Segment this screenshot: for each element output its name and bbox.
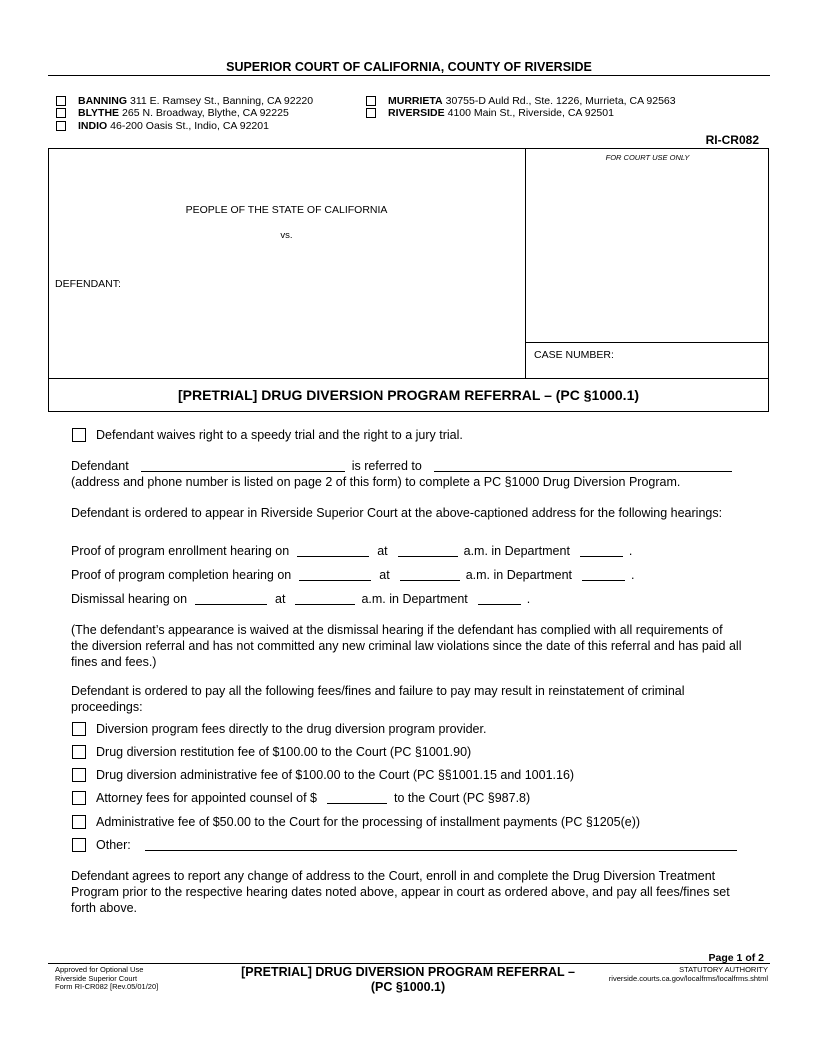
approved-text: Approved for Optional Use xyxy=(55,965,144,974)
location-address: 46-200 Oasis St., Indio, CA 92201 xyxy=(110,120,269,132)
completion-date-field[interactable] xyxy=(299,569,371,581)
at-label: at xyxy=(379,568,390,582)
fee-installment-checkbox[interactable] xyxy=(72,815,86,829)
location-name: BLYTHE xyxy=(78,107,120,119)
fee-admin-row[interactable] xyxy=(72,767,574,783)
location-murrieta[interactable] xyxy=(366,95,676,107)
form-title: [PRETRIAL] DRUG DIVERSION PROGRAM REFERRAL – (PC §1000.1) xyxy=(48,378,769,412)
banning-checkbox[interactable] xyxy=(56,96,66,106)
blythe-checkbox[interactable] xyxy=(56,108,66,118)
period: . xyxy=(628,544,633,558)
form-number: RI-CR082 xyxy=(705,133,759,147)
dismissal-hearing-row xyxy=(71,591,530,607)
header-divider xyxy=(48,75,770,76)
agreement-text: Defendant agrees to report any change of address to the Court, enroll in and complete the Drug Diversion Treatment Program prior to the respective hearing dates noted above, appear in court as ordered above, and pay all fees/fines set forth above. xyxy=(71,869,730,915)
fee-admin-checkbox[interactable] xyxy=(72,768,86,782)
waived-note: (The defendant’s appearance is waived at the dismissal hearing if the defendant has complied with all requirements of the diversion referral and has not committed any new criminal law violations since the date of this referral and has paid all fines and fees.) xyxy=(71,623,742,669)
fee-restitution-row[interactable] xyxy=(72,744,471,760)
location-name: RIVERSIDE xyxy=(388,107,445,119)
am-dept-label: a.m. in Department xyxy=(361,592,468,606)
dismissal-hearing-label: Dismissal hearing on xyxy=(71,592,188,606)
riverside-checkbox[interactable] xyxy=(366,108,376,118)
statutory-authority: STATUTORY AUTHORITY xyxy=(679,965,768,974)
program-name-field[interactable] xyxy=(434,460,732,472)
defendant-label: DEFENDANT: xyxy=(55,278,121,290)
fee-attorney-row[interactable] xyxy=(72,790,530,806)
address-note: (address and phone number is listed on page 2 of this form) to complete a PC §1000 Drug Diversion Program. xyxy=(71,475,681,489)
vs-label: vs. xyxy=(280,230,293,241)
fee-restitution-text: Drug diversion restitution fee of $100.00 to the Court (PC §1001.90) xyxy=(96,745,472,759)
dismissal-time-field[interactable] xyxy=(295,593,355,605)
footer-title-line1: [PRETRIAL] DRUG DIVERSION PROGRAM REFERRAL – xyxy=(241,965,575,979)
referred-to-text: is referred to xyxy=(351,459,422,473)
fee-restitution-checkbox[interactable] xyxy=(72,745,86,759)
court-use-area xyxy=(525,148,769,343)
location-name: MURRIETA xyxy=(388,95,443,107)
fee-attorney-checkbox[interactable] xyxy=(72,791,86,805)
footer-title-line2: (PC §1000.1) xyxy=(370,980,446,994)
case-number-field[interactable] xyxy=(525,342,769,379)
case-number-label: CASE NUMBER: xyxy=(534,349,614,361)
location-blythe[interactable] xyxy=(56,107,289,119)
location-riverside[interactable] xyxy=(366,107,614,119)
am-dept-label: a.m. in Department xyxy=(465,568,572,582)
fee-installment-text: Administrative fee of $50.00 to the Court for the processing of installment payments (PC §1205(e)) xyxy=(96,815,641,829)
fee-program-row[interactable] xyxy=(72,721,486,737)
location-address: 311 E. Ramsey St., Banning, CA 92220 xyxy=(130,95,314,107)
fee-admin-text: Drug diversion administrative fee of $100.00 to the Court (PC §§1001.15 and 1001.16) xyxy=(96,768,575,782)
completion-time-field[interactable] xyxy=(400,569,460,581)
at-label: at xyxy=(377,544,388,558)
waiver-checkbox[interactable] xyxy=(72,428,86,442)
referral-row xyxy=(71,458,732,474)
court-use-label: FOR COURT USE ONLY xyxy=(605,153,690,162)
location-address: 30755-D Auld Rd., Ste. 1226, Murrieta, CA 92563 xyxy=(445,95,676,107)
completion-hearing-label: Proof of program completion hearing on xyxy=(71,568,292,582)
dismissal-dept-field[interactable] xyxy=(478,593,521,605)
indio-checkbox[interactable] xyxy=(56,121,66,131)
waiver-text: Defendant waives right to a speedy trial and the right to a jury trial. xyxy=(96,428,463,442)
enrollment-date-field[interactable] xyxy=(297,545,369,557)
people-label: PEOPLE OF THE STATE OF CALIFORNIA xyxy=(185,204,388,216)
dismissal-date-field[interactable] xyxy=(195,593,267,605)
fee-program-checkbox[interactable] xyxy=(72,722,86,736)
waiver-row[interactable] xyxy=(72,427,463,443)
enrollment-dept-field[interactable] xyxy=(580,545,623,557)
completion-hearing-row xyxy=(71,567,634,583)
defendant-name-field[interactable] xyxy=(141,460,345,472)
fee-attorney-text-b: to the Court (PC §987.8) xyxy=(393,791,531,805)
completion-dept-field[interactable] xyxy=(582,569,625,581)
page-number: Page 1 of 2 xyxy=(708,952,764,964)
court-title: SUPERIOR COURT OF CALIFORNIA, COUNTY OF RIVERSIDE xyxy=(226,60,592,74)
murrieta-checkbox[interactable] xyxy=(366,96,376,106)
defendant-word: Defendant xyxy=(71,459,129,473)
other-label: Other: xyxy=(96,838,131,852)
form-rev-text: Form RI-CR082 [Rev.05/01/20] xyxy=(55,982,159,991)
location-name: BANNING xyxy=(78,95,127,107)
fee-program-text: Diversion program fees directly to the drug diversion program provider. xyxy=(96,722,487,736)
other-fee-field[interactable] xyxy=(145,839,737,851)
footer-left xyxy=(55,966,158,992)
period: . xyxy=(526,592,531,606)
footer-divider xyxy=(48,963,770,964)
attorney-fee-amount-field[interactable] xyxy=(327,792,387,804)
at-label: at xyxy=(275,592,286,606)
ordered-pay-text: Defendant is ordered to pay all the following fees/fines and failure to pay may result in reinstatement of criminal proceedings: xyxy=(71,684,685,714)
fee-installment-row[interactable] xyxy=(72,814,640,830)
location-address: 4100 Main St., Riverside, CA 92501 xyxy=(447,107,614,119)
footer-url[interactable]: riverside.courts.ca.gov/localfrms/localfrms.shtml xyxy=(608,973,768,983)
enrollment-hearing-row xyxy=(71,543,632,559)
footer-right xyxy=(609,966,768,983)
location-name: INDIO xyxy=(78,120,108,132)
ordered-appear-text: Defendant is ordered to appear in Riverside Superior Court at the above-captioned address for the following hearings: xyxy=(71,506,723,520)
fee-other-checkbox[interactable] xyxy=(72,838,86,852)
location-banning[interactable] xyxy=(56,95,313,107)
fee-other-row[interactable] xyxy=(72,837,737,853)
location-indio[interactable] xyxy=(56,120,269,132)
am-dept-label: a.m. in Department xyxy=(463,544,570,558)
footer-title xyxy=(218,965,598,995)
enrollment-time-field[interactable] xyxy=(398,545,458,557)
location-address: 265 N. Broadway, Blythe, CA 92225 xyxy=(122,107,289,119)
court-text: Riverside Superior Court xyxy=(55,973,138,983)
enrollment-hearing-label: Proof of program enrollment hearing on xyxy=(71,544,290,558)
fee-attorney-text-a: Attorney fees for appointed counsel of $ xyxy=(96,791,317,805)
period: . xyxy=(631,568,635,582)
